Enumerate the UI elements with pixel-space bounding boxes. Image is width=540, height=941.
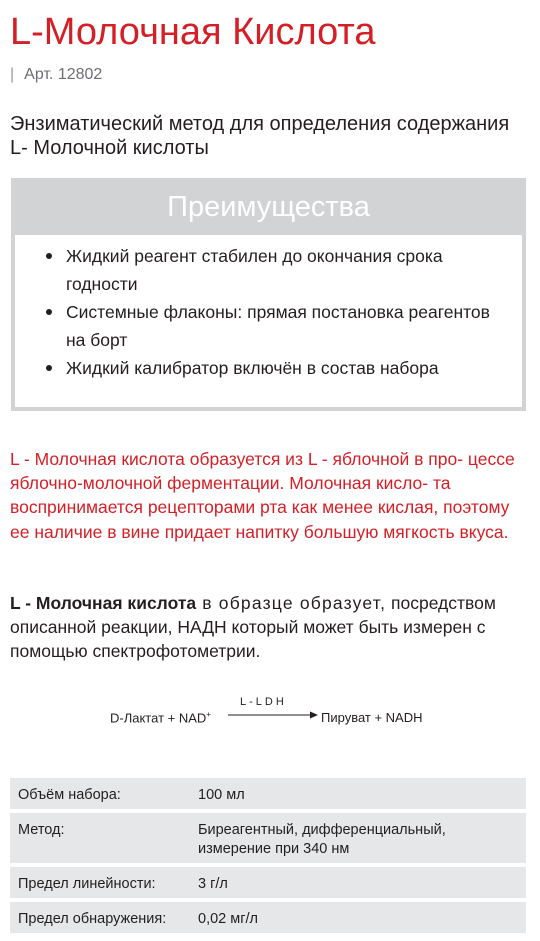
bullet-icon [46,253,52,259]
advantages-heading: Преимущества [167,191,370,223]
advantage-item [15,298,522,354]
description-red: L - Молочная кислота образуется из L - яблочной в про- цессе яблочно-молочной ферментации. Молочная кисло- та воспринимается рецепторами рта как менее кислая, поэтому ее наличие в вине придает напитку большую мягкость вкуса. [10,449,515,542]
reaction-arrow-icon [228,710,318,720]
advantage-text: Жидкий реагент стабилен до окончания срока годности [66,246,443,294]
advantage-item [15,242,522,298]
specs-table [10,778,526,937]
separator-bar: | [10,66,15,83]
advantage-item [15,354,522,382]
description-black [10,591,530,664]
reaction-products: Пируват + NADH [321,710,423,725]
reaction-left-text: D-Лактат + NAD [110,710,207,726]
product-subtitle: Энзиматический метод для определения содержания L- Молочной кислоты [10,113,510,159]
spec-row [10,867,526,898]
spec-row [10,813,526,863]
spec-label: Объём набора: [18,787,121,803]
description-rest: посредством описанной реакции, НАДН который может быть измерен с помощью спектрофотометрии. [10,593,496,662]
article-number [10,64,102,86]
article-label: Арт. 12802 [24,66,103,83]
advantages-list [15,242,522,382]
bullet-icon [46,365,52,371]
advantage-text: Жидкий калибратор включён в состав набора [66,358,439,378]
advantages-box [11,178,526,411]
page-title: L-Молочная Кислота [10,11,376,53]
description-bold: L - Молочная кислота [10,593,197,613]
reaction-superscript: + [206,710,211,719]
spec-value: Биреагентный, дифференциальный, измерение при 340 нм [198,822,446,857]
spec-label: Предел обнаружения: [18,911,167,927]
spec-label: Метод: [18,822,65,838]
spec-label: Предел линейности: [18,876,156,892]
reaction-enzyme: L-LDH [240,696,287,708]
spec-value: 3 г/л [198,876,228,892]
bullet-icon [46,309,52,315]
spec-row [10,902,526,933]
description-spaced: в образце образует, [196,593,387,613]
spec-value: 0,02 мг/л [198,911,258,927]
spec-value: 100 мл [198,787,245,803]
advantages-panel [15,235,522,407]
reaction-equation [0,695,540,735]
reaction-substrates [110,710,211,725]
advantage-text: Системные флаконы: прямая постановка реагентов на борт [66,302,490,350]
spec-row [10,778,526,809]
